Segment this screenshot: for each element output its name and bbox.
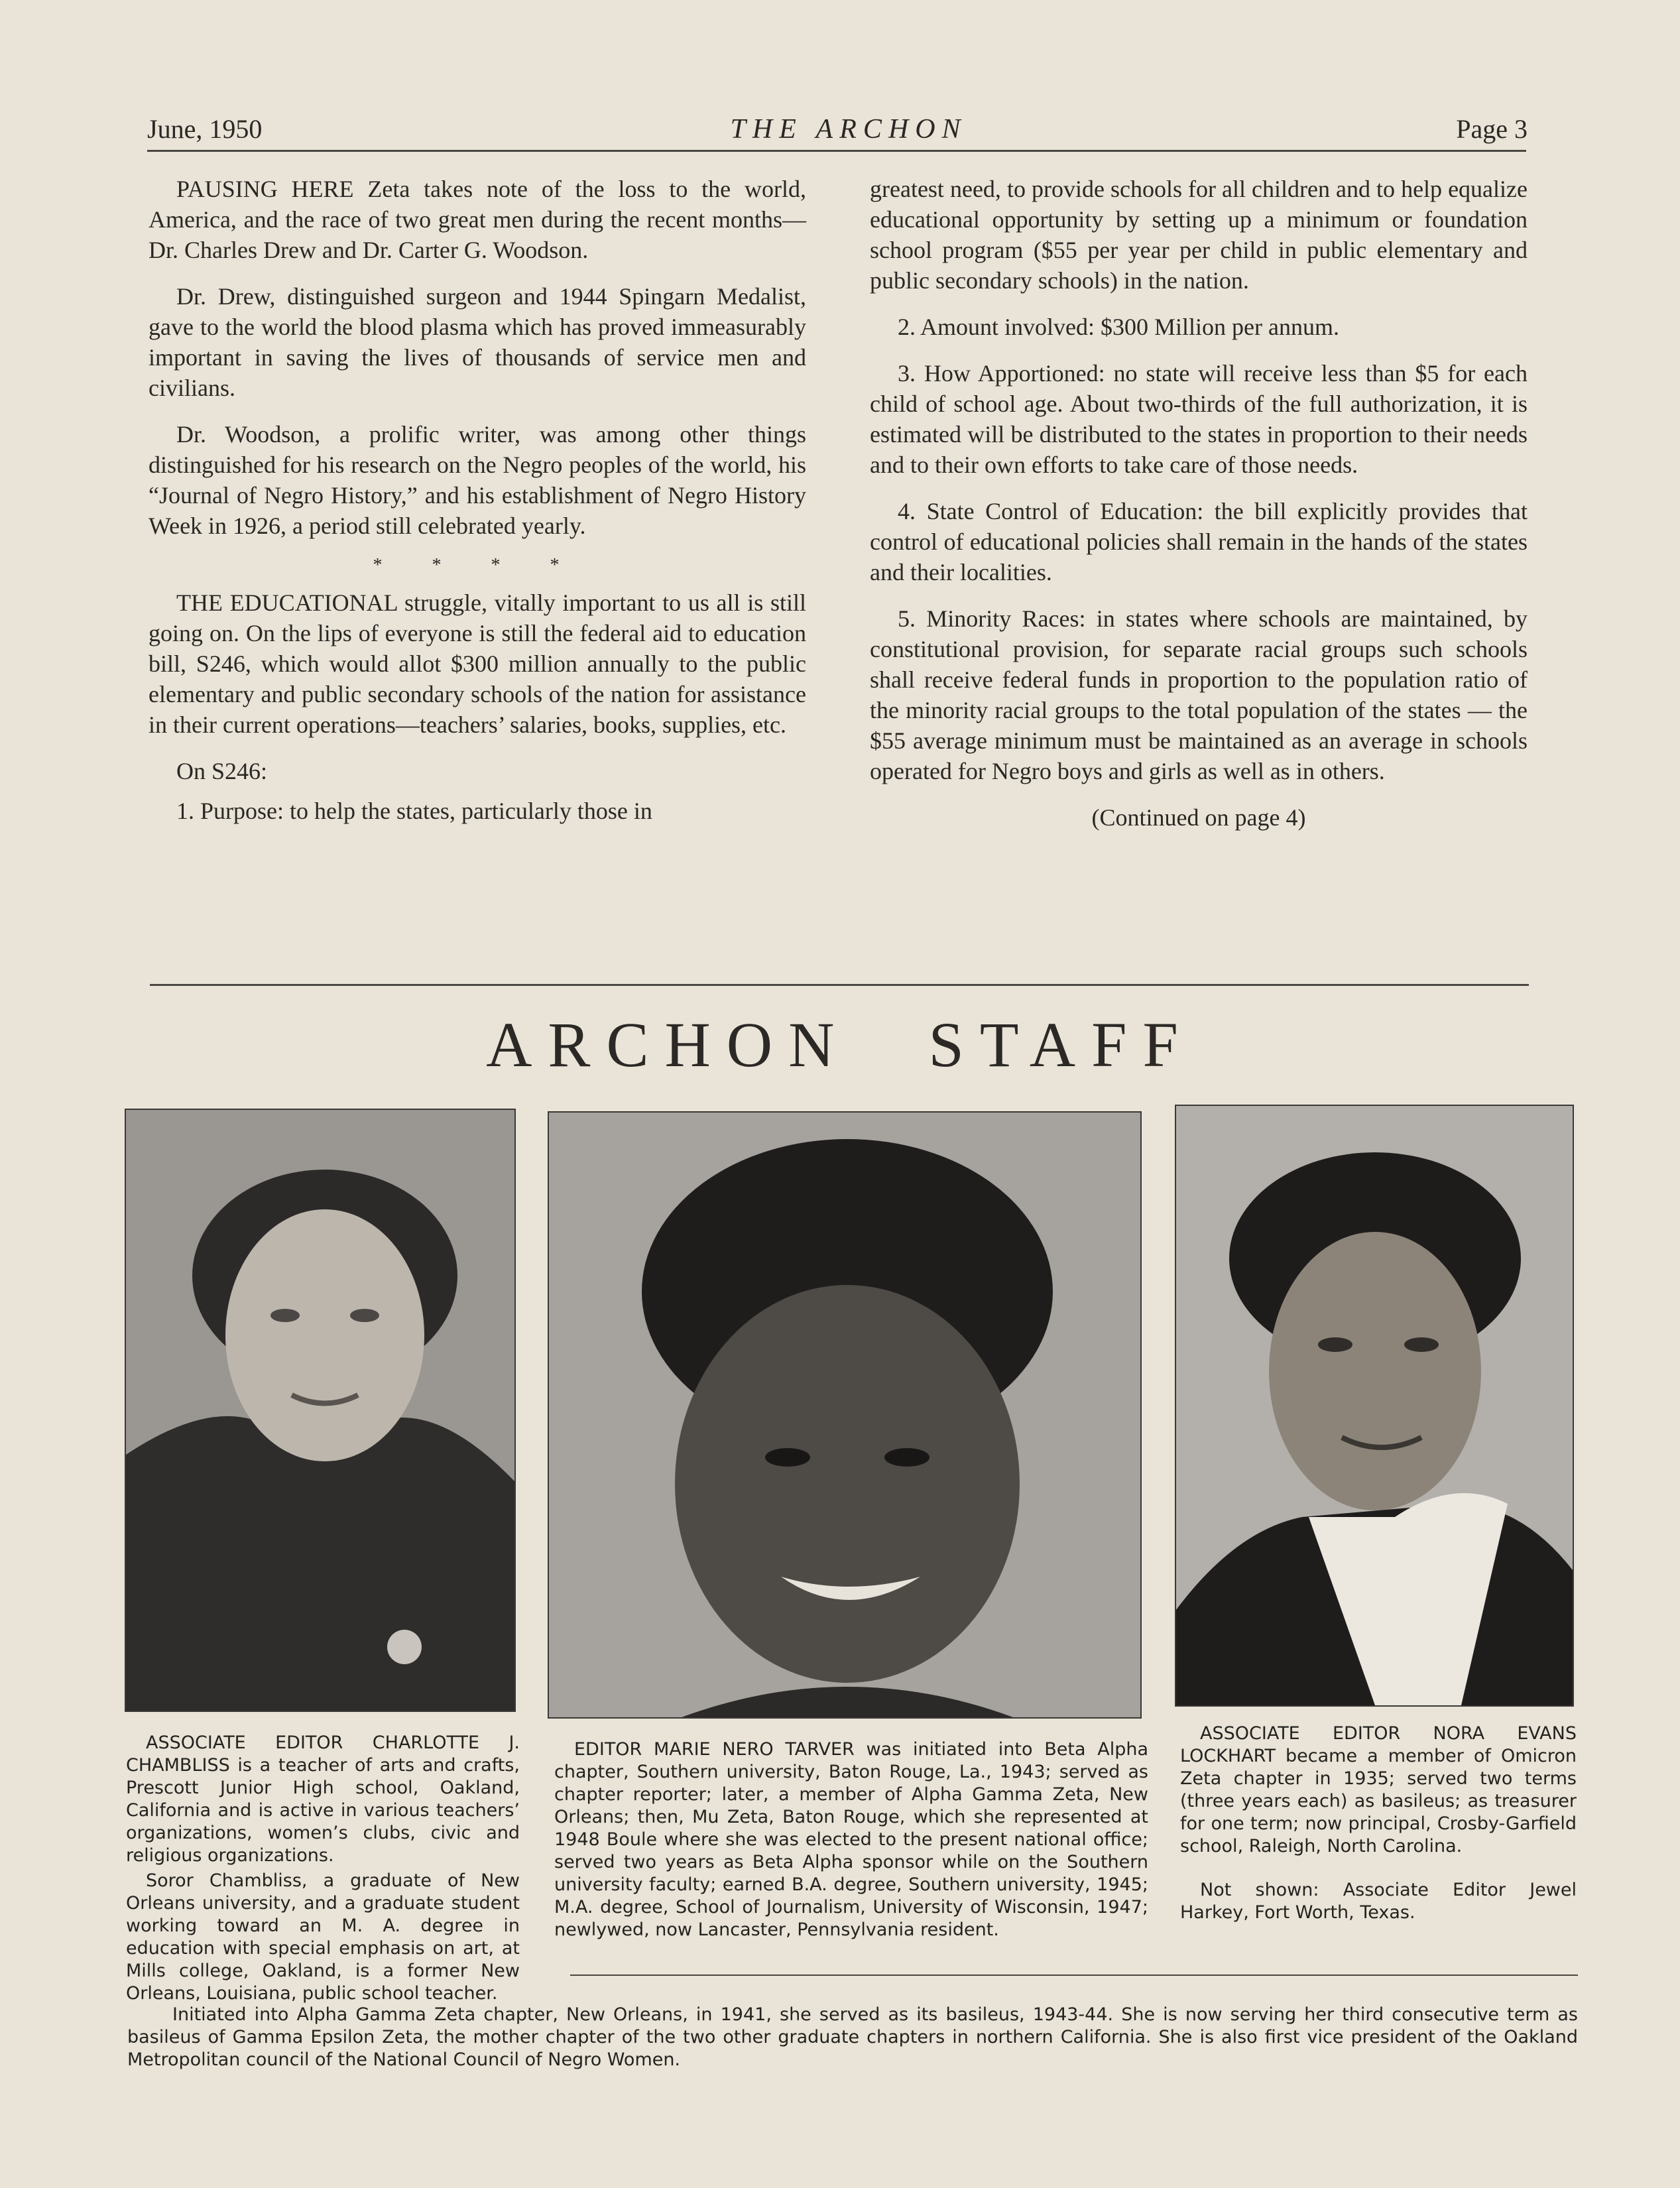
- caption-lockhart-text: ASSOCIATE EDITOR NORA EVANS LOCKHART became a member of Omicron Zeta chapter in 1935; served two terms (three years each) as basileus; as treasurer for one term; now principal, Crosby-Garfield school, Raleigh, North Carolina.: [1180, 1723, 1577, 1856]
- header-date: June, 1950: [147, 114, 263, 144]
- caption-tarver: [554, 1738, 1148, 1944]
- section-separator: * * * *: [373, 555, 582, 576]
- section-rule: [150, 984, 1529, 986]
- caption-tarver-text: EDITOR MARIE NERO TARVER was initiated into Beta Alpha chapter, Southern university, Baton Rouge, La., 1943; served as chapter reporter; later, a member of Alpha Gamma Zeta, New Orleans; then, Mu Zeta, Baton Rouge, which she represented at 1948 Boule where she was elected to the present national office; served two years as Beta Alpha sponsor while on the Southern university faculty; earned B.A. degree, Southern university, 1945; M.A. degree, School of Journalism, University of Wisconsin, 1947; newlywed, now Lancaster, Pennsylvania resident.: [554, 1739, 1148, 1940]
- paragraph-woodson: Dr. Woodson, a prolific writer, was among other things distinguished for his research on the Negro peoples of the world, his “Journal of Negro History,” and his establishment of Negro History Week in 1926, a period still celebrated yearly.: [149, 421, 806, 539]
- paragraph-pausing: PAUSING HERE Zeta takes note of the loss to the world, America, and the race of two great men during the recent months—Dr. Charles Drew and Dr. Carter G. Woodson.: [149, 176, 806, 263]
- caption-not-shown: Not shown: Associate Editor Jewel Harkey, Fort Worth, Texas.: [1180, 1880, 1577, 1923]
- paragraph-greatest-need: greatest need, to provide schools for all children and to help equalize educational opportunity by setting up a minimum or foundation school program ($55 per year per child in public elementary and public secondary schools) in the nation.: [870, 176, 1528, 294]
- caption-chambliss-intro: ASSOCIATE EDITOR CHARLOTTE J. CHAMBLISS is a teacher of arts and crafts, Prescott Junior High school, Oakland, California and is active in various teachers’ organizations, women’s clubs, civic and religious organizations.: [126, 1732, 520, 1866]
- paragraph-state-control: 4. State Control of Education: the bill explicitly provides that control of educational policies shall remain in the hands of the states and their localities.: [870, 498, 1528, 585]
- caption-chambliss: [126, 1732, 520, 2008]
- paragraph-amount: 2. Amount involved: $300 Million per annum.: [898, 314, 1339, 340]
- page-number: Page 3: [1456, 114, 1528, 144]
- portrait-icon: [126, 1110, 514, 1711]
- caption-rule: [570, 1975, 1578, 1976]
- caption-chambliss-continued-text: Initiated into Alpha Gamma Zeta chapter, New Orleans, in 1941, she served as its basileus, 1943-44. She is now serving her third consecutive term as basileus of Gamma Epsilon Zeta, the mother chapter of the two other graduate chapters in northern California. She is also first vice president of the Oakland Metropolitan council of the National Council of Negro Women.: [127, 2004, 1578, 2070]
- portrait-icon: [1176, 1106, 1573, 1705]
- photo-charlotte-chambliss: [125, 1109, 516, 1712]
- header-rule: [147, 150, 1526, 152]
- portrait-icon: [549, 1113, 1140, 1717]
- photo-nora-evans-lockhart: [1175, 1105, 1574, 1707]
- paragraph-on-s246: On S246:: [176, 758, 268, 784]
- photo-marie-nero-tarver: [548, 1111, 1142, 1719]
- caption-lockhart: [1180, 1723, 1577, 1927]
- paragraph-apportioned: 3. How Apportioned: no state will receive less than $5 for each child of school age. About two-thirds of the full authorization, it is estimated will be distributed to the states in proportion to their needs and to their own efforts to take care of those needs.: [870, 360, 1528, 478]
- caption-chambliss-education: Soror Chambliss, a graduate of New Orleans university, and a graduate student working toward an M. A. degree in education with special emphasis on art, at Mills college, Oakland, is a former New Orleans, Louisiana, public school teacher.: [126, 1870, 520, 2004]
- caption-chambliss-continued: [127, 2004, 1578, 2074]
- paragraph-educational: THE EDUCATIONAL struggle, vitally important to us all is still going on. On the lips of everyone is still the federal aid to education bill, S246, which would allot $300 million annually to the public elementary and public secondary schools of the nation for assistance in their current operations—teachers’ salaries, books, supplies, etc.: [149, 589, 806, 738]
- continued-note: (Continued on page 4): [1091, 804, 1306, 831]
- staff-title: ARCHON STAFF: [486, 1009, 1194, 1080]
- paragraph-drew: Dr. Drew, distinguished surgeon and 1944 Spingarn Medalist, gave to the world the blood plasma which has proved immeasurably important in saving the lives of thousands of service men and civilians.: [149, 283, 806, 401]
- paragraph-purpose: 1. Purpose: to help the states, particularly those in: [176, 798, 652, 824]
- right-column: [870, 174, 1528, 849]
- left-column: [149, 174, 806, 842]
- publication-title: THE ARCHON: [730, 114, 967, 145]
- paragraph-minority: 5. Minority Races: in states where schools are maintained, by constitutional provision, for separate racial groups such schools shall receive federal funds in proportion to the population ratio of the minority racial groups to the total population of the states — the $55 average minimum must be maintained as an average in schools operated for Negro boys and girls as well as in others.: [870, 605, 1528, 784]
